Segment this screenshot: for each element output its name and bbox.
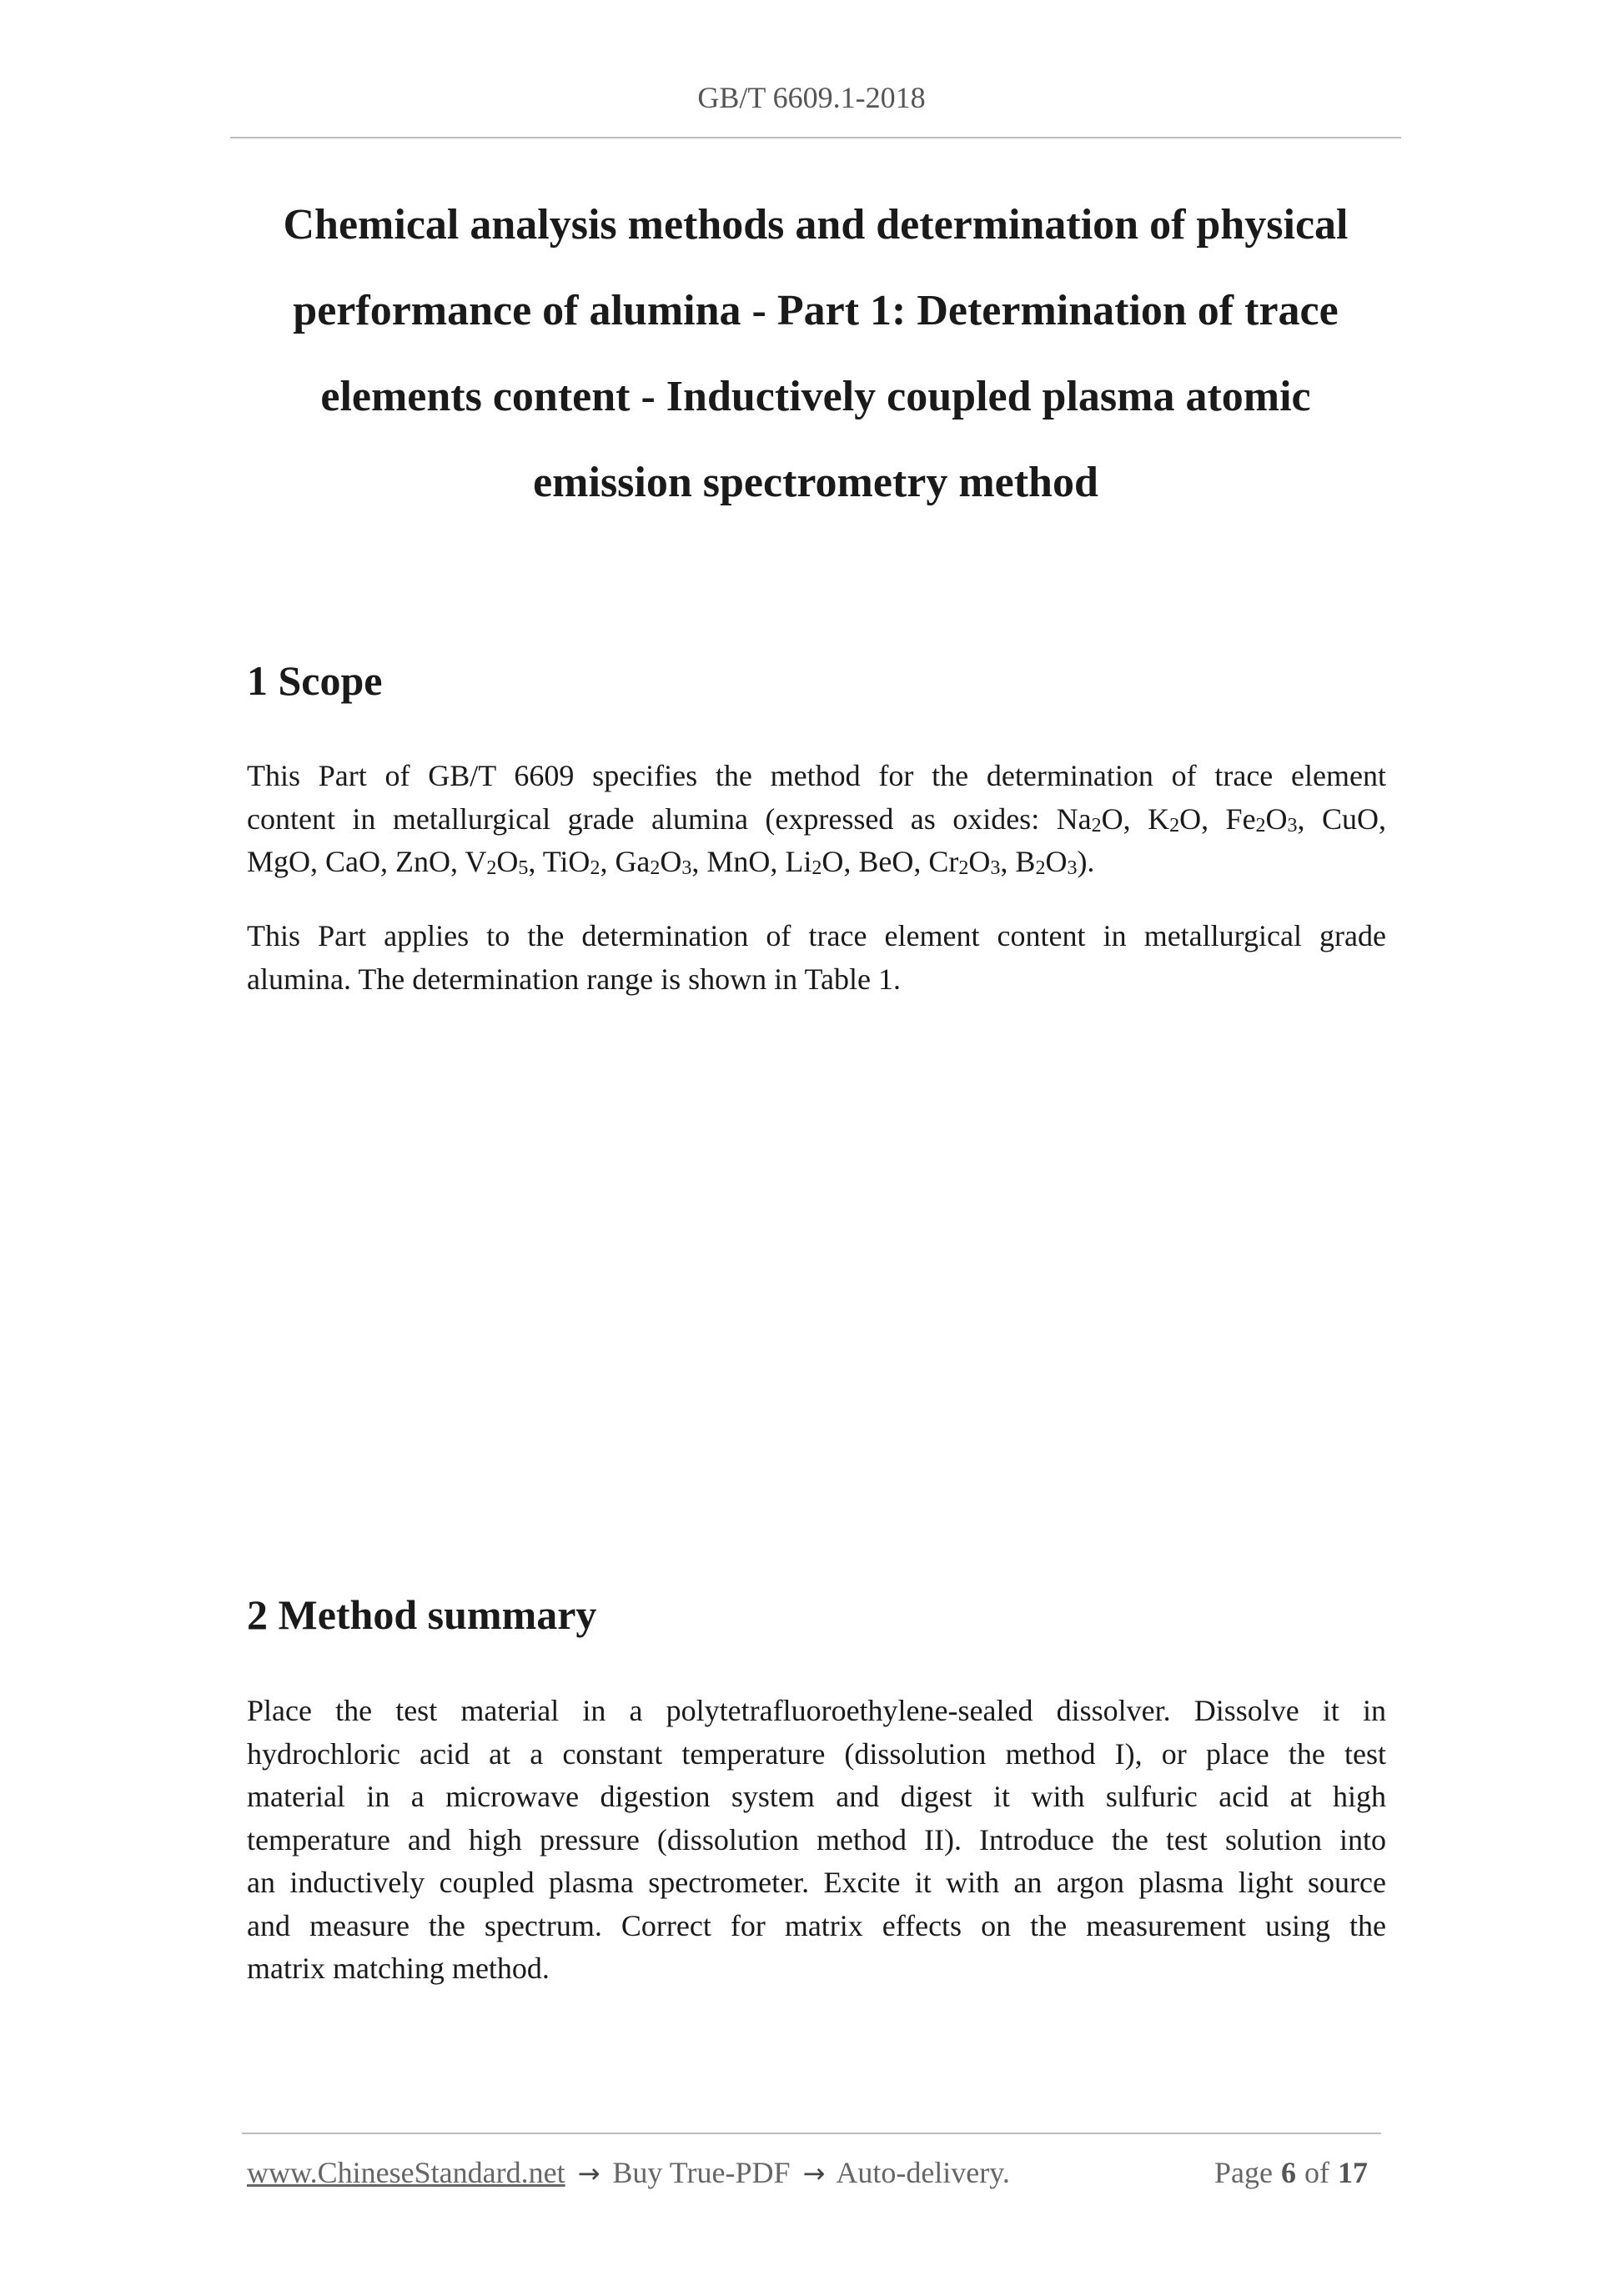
section-heading-scope: 1 Scope [247,657,383,704]
page-total: 17 [1338,2156,1368,2189]
page-label: Page [1214,2156,1273,2189]
footer-divider [242,2133,1381,2134]
arrow-right-icon: → [577,2158,600,2189]
paragraph-line: an inductively coupled plasma spectrometer. Excite it with an argon plasma light source [247,1866,1386,1899]
arrow-right-icon: → [802,2158,826,2189]
page-current: 6 [1281,2156,1296,2189]
paragraph-line: material in a microwave digestion system and digest it with sulfuric acid at high [247,1780,1386,1813]
section-heading-method-summary: 2 Method summary [247,1591,597,1638]
paragraph-line: alumina. The determination range is shown in Table 1. [247,962,901,996]
website-link[interactable]: www.ChineseStandard.net [247,2156,565,2189]
title-line: Chemical analysis methods and determination of physical [283,201,1349,249]
page-of-label: of [1304,2156,1329,2189]
paragraph-line: This Part of GB/T 6609 specifies the method for the determination of trace element [247,759,1386,792]
document-title [247,182,1384,525]
paragraph-line: hydrochloric acid at a constant temperature (dissolution method I), or place the test [247,1736,1386,1771]
paragraph-line: MgO, CaO, ZnO, $V_2O_5$, TiO$_2$, $Ga_2O_3$, MnO, $Li_2O$, BeO, $Cr_2O_3$, $B_2O_3$). [247,845,1095,879]
scope-paragraph-1 [247,755,1386,884]
paragraph-line: This Part applies to the determination of trace element content in metallurgical grade [247,919,1386,952]
paragraph-line: and measure the spectrum. Correct for matrix effects on the measurement using the [247,1908,1386,1942]
method-summary-paragraph [247,1690,1386,1991]
header-standard-code: GB/T 6609.1-2018 [697,81,926,114]
page-indicator [1214,2155,1376,2190]
title-line: elements content - Inductively coupled plasma atomic [320,373,1311,420]
paragraph-line: content in metallurgical grade alumina (expressed as oxides: $Na_2O$, $K_2O$, $Fe_2O_3$, CuO, [247,801,1387,837]
auto-delivery-text: Auto-delivery. [836,2156,1010,2189]
title-line: performance of alumina - Part 1: Determination of trace [293,287,1339,334]
title-line: emission spectrometry method [533,459,1098,506]
header-divider [230,137,1401,138]
paragraph-line: temperature and high pressure (dissolution method II). Introduce the test solution into [247,1822,1386,1856]
buy-pdf-text: Buy True-PDF [612,2156,791,2189]
paragraph-line: matrix matching method. [247,1952,550,1985]
footer-promo [247,2155,1010,2190]
paragraph-line: Place the test material in a polytetrafluoroethylene-sealed dissolver. Dissolve it in [247,1694,1386,1727]
scope-paragraph-2 [247,915,1386,1001]
